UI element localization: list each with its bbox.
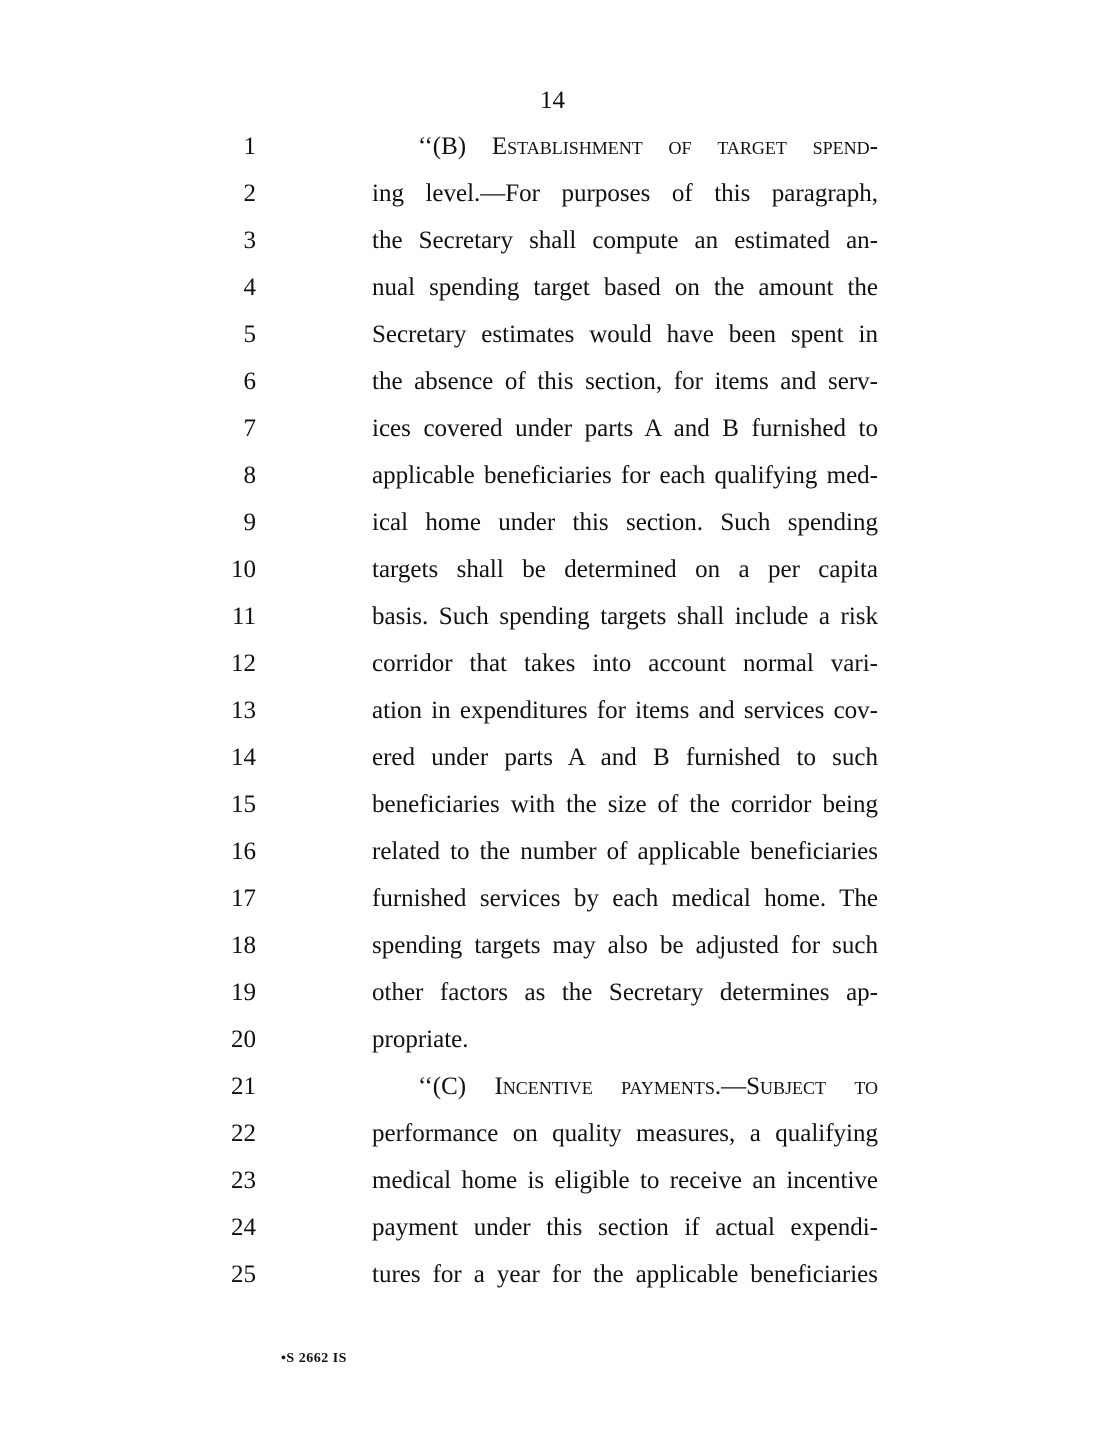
line-number: 9	[243, 509, 256, 536]
text-line	[0, 1166, 1105, 1213]
page-number: 14	[540, 87, 565, 114]
line-number: 18	[231, 932, 256, 959]
line-number: 11	[231, 603, 256, 630]
bill-identifier-footer: •S 2662 IS	[281, 1351, 347, 1366]
line-number: 20	[231, 1026, 256, 1053]
line-text: furnished services by each medical home. The	[372, 885, 878, 912]
text-line	[0, 555, 1105, 602]
text-line	[0, 1025, 1105, 1072]
line-number: 19	[231, 979, 256, 1006]
text-line	[0, 884, 1105, 931]
line-text: payment under this section if actual expendi-	[372, 1214, 878, 1241]
text-line	[0, 414, 1105, 461]
line-text: basis. Such spending targets shall include a risk	[372, 603, 878, 630]
line-text: propriate.	[372, 1026, 469, 1053]
text-line	[0, 837, 1105, 884]
line-number: 15	[231, 791, 256, 818]
line-text: ‘‘(C) Incentive payments.—Subject to	[418, 1073, 878, 1100]
line-number: 17	[231, 885, 256, 912]
text-line	[0, 931, 1105, 978]
line-text: performance on quality measures, a qualifying	[372, 1120, 878, 1147]
text-line	[0, 367, 1105, 414]
line-number: 6	[243, 368, 256, 395]
line-number: 25	[231, 1261, 256, 1288]
text-line	[0, 226, 1105, 273]
line-text: beneficiaries with the size of the corridor being	[372, 791, 878, 818]
line-number: 8	[243, 462, 256, 489]
line-text: other factors as the Secretary determines ap-	[372, 979, 878, 1006]
line-text: applicable beneficiaries for each qualifying med-	[372, 462, 878, 489]
text-line	[0, 320, 1105, 367]
line-text: ing level.—For purposes of this paragraph,	[372, 180, 878, 207]
line-text: medical home is eligible to receive an incentive	[372, 1167, 878, 1194]
line-text: ‘‘(B) Establishment of target spend-	[418, 133, 878, 160]
text-line	[0, 649, 1105, 696]
line-number: 2	[243, 180, 256, 207]
line-text: ered under parts A and B furnished to such	[372, 744, 878, 771]
line-text: tures for a year for the applicable beneficiaries	[372, 1261, 878, 1288]
text-line	[0, 978, 1105, 1025]
text-line	[0, 696, 1105, 743]
line-number: 4	[243, 274, 256, 301]
line-number: 22	[231, 1120, 256, 1147]
line-text: Secretary estimates would have been spent in	[372, 321, 878, 348]
text-line	[0, 273, 1105, 320]
line-number: 7	[243, 415, 256, 442]
text-line	[0, 461, 1105, 508]
line-number: 21	[231, 1073, 256, 1100]
line-text: corridor that takes into account normal vari-	[372, 650, 878, 677]
text-line	[0, 508, 1105, 555]
line-number: 23	[231, 1167, 256, 1194]
text-line	[0, 602, 1105, 649]
line-number: 16	[231, 838, 256, 865]
line-text: ical home under this section. Such spending	[372, 509, 878, 536]
line-text: the Secretary shall compute an estimated an-	[372, 227, 878, 254]
line-text: nual spending target based on the amount the	[372, 274, 878, 301]
line-text: spending targets may also be adjusted for such	[372, 932, 878, 959]
line-number: 5	[243, 321, 256, 348]
line-number: 3	[243, 227, 256, 254]
text-line	[0, 1260, 1105, 1307]
line-number: 10	[231, 556, 256, 583]
line-text: ices covered under parts A and B furnished to	[372, 415, 878, 442]
line-number: 13	[231, 697, 256, 724]
text-line	[0, 1119, 1105, 1166]
text-line	[0, 743, 1105, 790]
line-text: related to the number of applicable beneficiaries	[372, 838, 878, 865]
line-number: 1	[243, 133, 256, 160]
text-line	[0, 1072, 1105, 1119]
text-line	[0, 132, 1105, 179]
line-number: 14	[231, 744, 256, 771]
line-text: ation in expenditures for items and services cov-	[372, 697, 878, 724]
text-line	[0, 179, 1105, 226]
line-text: the absence of this section, for items and serv-	[372, 368, 878, 395]
text-line	[0, 790, 1105, 837]
line-number: 12	[231, 650, 256, 677]
line-text: targets shall be determined on a per capita	[372, 556, 878, 583]
line-number: 24	[231, 1214, 256, 1241]
text-line	[0, 1213, 1105, 1260]
